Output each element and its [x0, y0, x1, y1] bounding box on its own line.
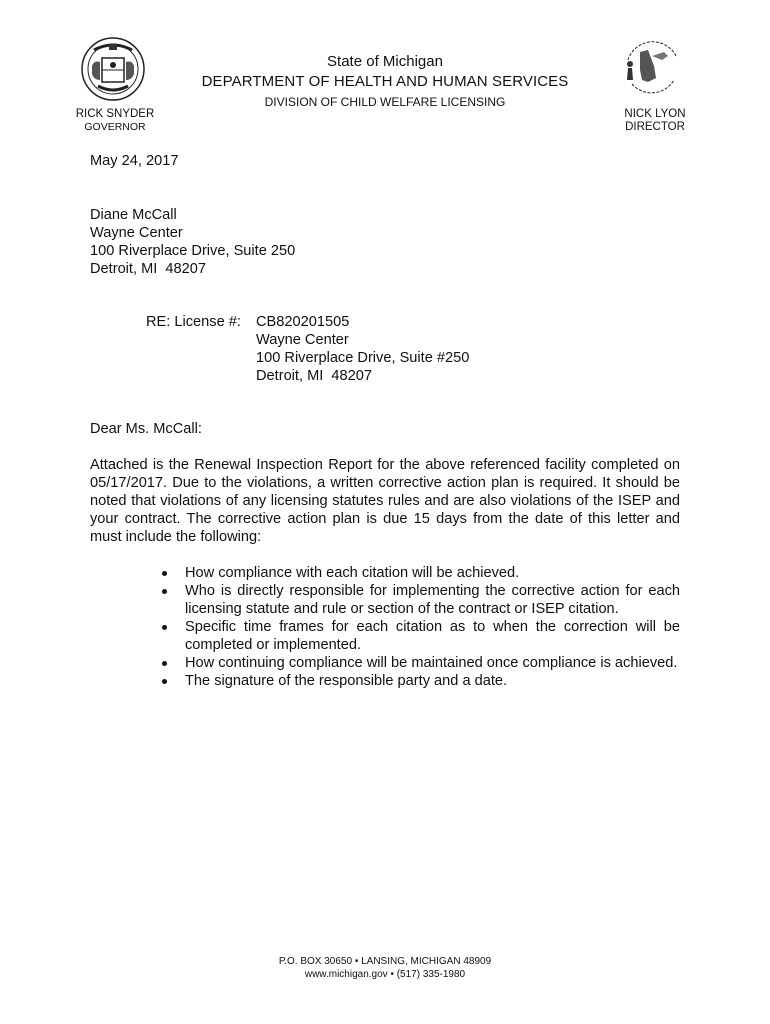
requirements-list — [160, 564, 680, 690]
list-item: Who is directly responsible for implementing the corrective action for each licensing statute and rule or section of the contract or ISEP citation. — [160, 582, 680, 618]
bullet-icon — [162, 679, 167, 684]
bullet-icon — [162, 589, 167, 594]
governor-block — [60, 108, 170, 134]
header-line-division: DIVISION OF CHILD WELFARE LICENSING — [264, 95, 506, 109]
recipient-block — [90, 206, 295, 278]
re-address1: 100 Riverplace Drive, Suite #250 — [256, 350, 470, 366]
list-item: Specific time frames for each citation as to when the correction will be completed or implemented. — [160, 618, 680, 654]
footer-address: P.O. BOX 30650 • LANSING, MICHIGAN 48909 — [278, 956, 492, 967]
director-block — [600, 108, 710, 134]
list-item: The signature of the responsible party and a date. — [160, 672, 680, 690]
header-line-state: State of Michigan — [327, 53, 443, 70]
recipient-org: Wayne Center — [90, 225, 183, 241]
re-license-number: CB820201505 — [256, 314, 350, 330]
recipient-name: Diane McCall — [90, 207, 177, 223]
recipient-address1: 100 Riverplace Drive, Suite 250 — [90, 243, 296, 259]
salutation: Dear Ms. McCall: — [90, 421, 202, 437]
re-facility: Wayne Center — [256, 332, 349, 348]
director-title: DIRECTOR — [625, 121, 685, 133]
header-line-department: DEPARTMENT OF HEALTH AND HUMAN SERVICES — [201, 73, 569, 90]
governor-title: GOVERNOR — [84, 121, 146, 133]
director-name: NICK LYON — [624, 108, 686, 120]
body-paragraph: Attached is the Renewal Inspection Report for the above referenced facility completed on 05/17/2017. Due to the violations, a written corrective action plan is required. It should be noted that violations of any licensing statutes rules and are also violations of the ISEP and your contract. The corrective action plan is due 15 days from the date of this letter and must include the following: — [90, 457, 680, 545]
state-seal-icon — [80, 36, 146, 102]
list-item: How compliance with each citation will be achieved. — [160, 564, 680, 582]
recipient-address2: Detroit, MI 48207 — [90, 261, 206, 277]
list-item: How continuing compliance will be maintained once compliance is achieved. — [160, 654, 680, 672]
re-label: RE: License #: — [146, 314, 241, 330]
re-address2: Detroit, MI 48207 — [256, 368, 372, 384]
letter-date: May 24, 2017 — [90, 153, 179, 169]
footer-contact: www.michigan.gov • (517) 335-1980 — [304, 969, 466, 980]
governor-name: RICK SNYDER — [75, 108, 155, 120]
re-block — [256, 313, 469, 385]
bullet-icon — [162, 661, 167, 666]
bullet-icon — [162, 571, 167, 576]
dhhs-logo-icon — [618, 30, 686, 100]
bullet-icon — [162, 625, 167, 630]
